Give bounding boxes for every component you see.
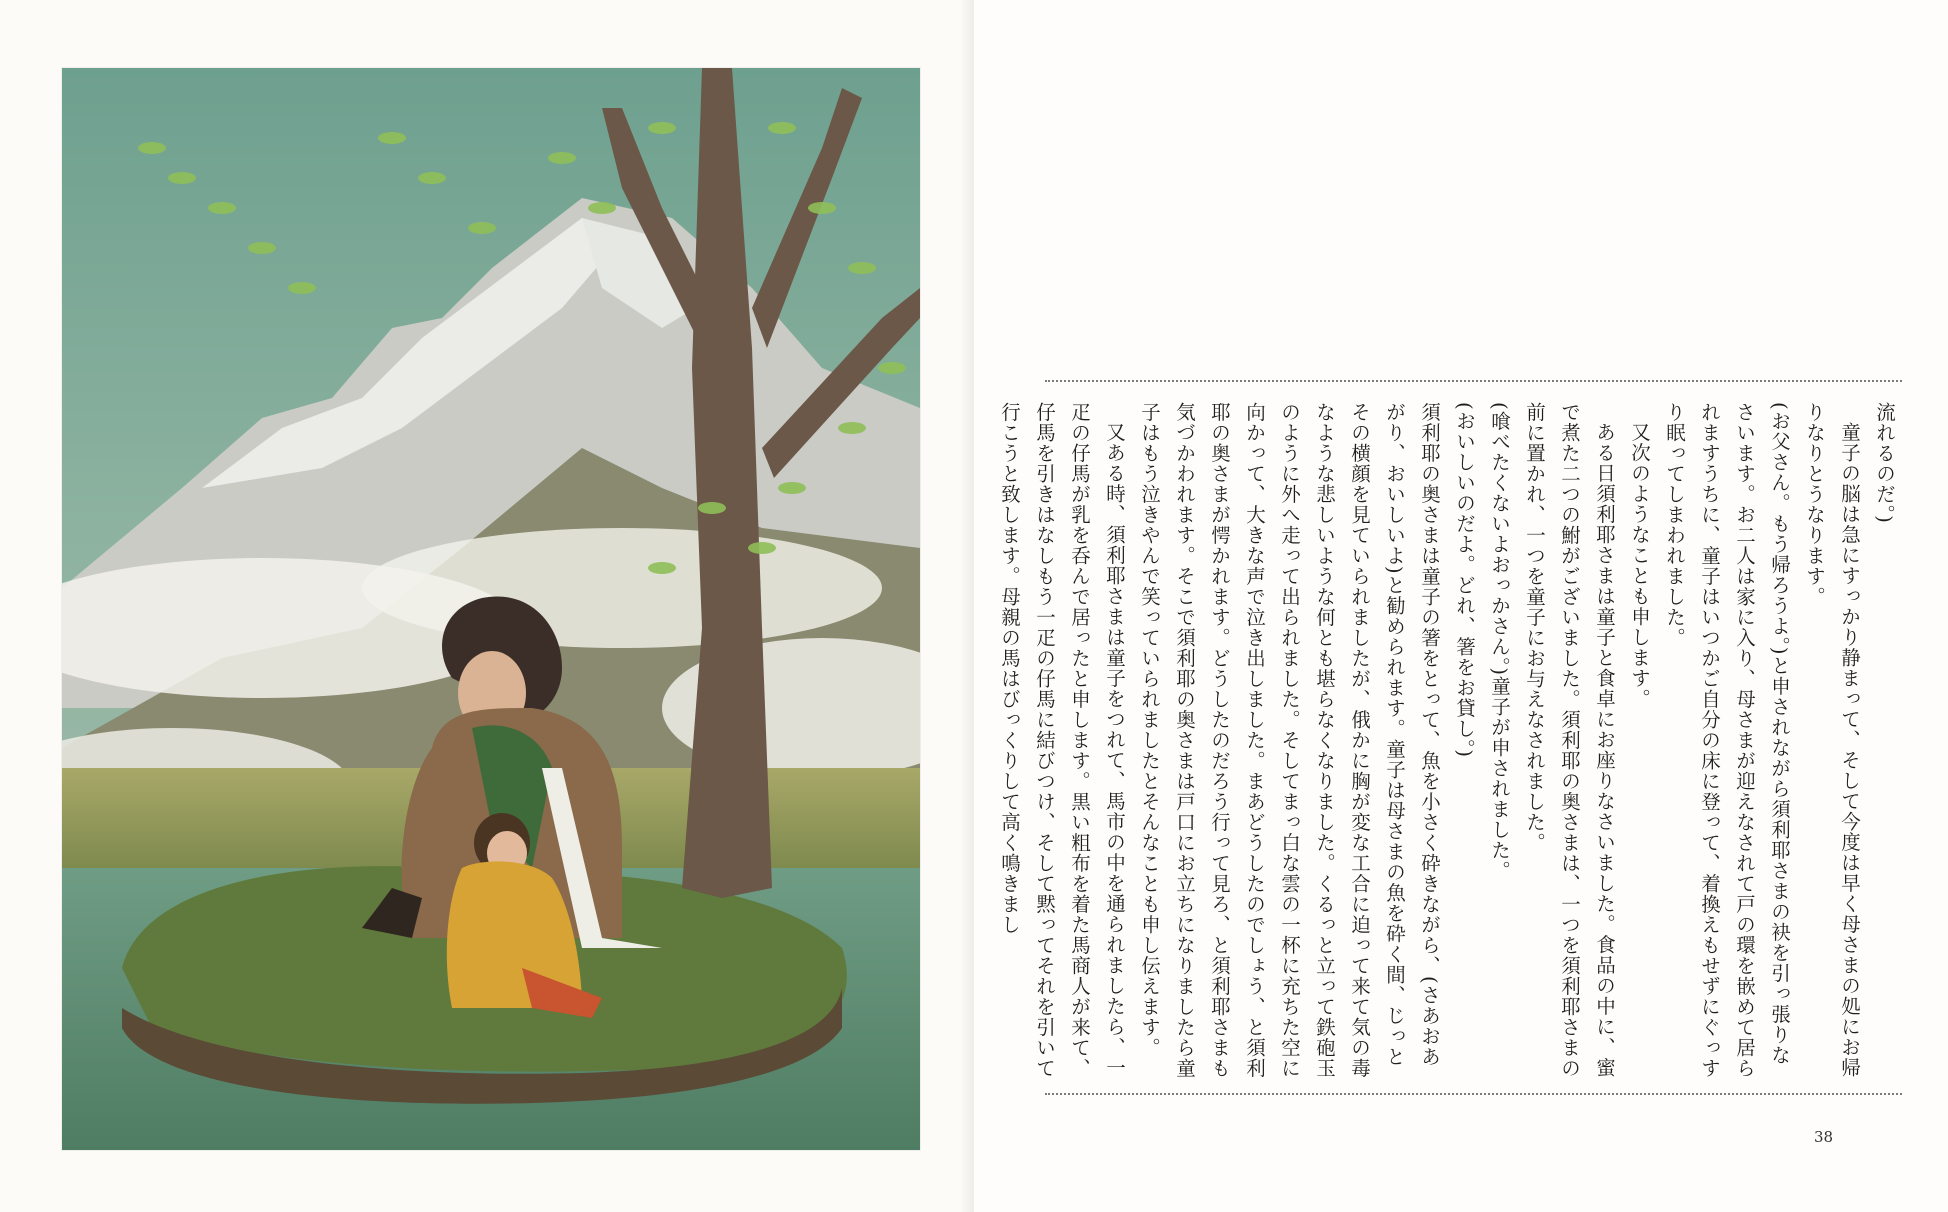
paragraph: 又次のようなことも申します。 (1628, 421, 1651, 709)
paragraph: 須利耶の奥さまは童子の箸をとって、魚を小さく砕きながら、(さあおあがり、おいしいよ)と勧められます。童子は母さまの魚を砕く間、じっとその横顔を見ていられましたが、俄かに胸が変な工合に迫って来て気の毒なような悲しいような何とも堪らなくなりました。くるっと立って鉄砲玉のように外へ走って出られました。そしてまっ白な雲の一杯に充ちた空に向かって、大きな声で泣き出しました。まあどうしたのでしょう、と須利耶の奥さまが愕かれます。どうしたのだろう行って見ろ、と須利耶さまも気づかわれます。そこで須利耶の奥さまは戸口にお立ちになりましたら童子はもう泣きやんで笑っていられましたとそんなことも申し伝えます。 (1138, 402, 1441, 1079)
paragraph: (喰べたくないよおっかさん。)童子が申されました。 (1488, 402, 1511, 881)
paragraph: (おいしいのだよ。どれ、箸をお貸し。) (1453, 402, 1476, 758)
text-block (998, 380, 1902, 1095)
bottom-dotted-rule (1045, 1093, 1902, 1095)
illustration (62, 68, 920, 1150)
paragraph: (お父さん。もう帰ろうよ。)と申されながら須利耶さまの袂を引っ張りなさいます。お二人は家に入り、母さまが迎えなされて戸の環を嵌めて居られますうちに、童子はいつかご自分の床に登って、着換えもせずにぐっすり眠ってしまわれました。 (1663, 402, 1791, 1079)
illustration-painting (62, 68, 920, 1150)
page-number: 38 (1814, 1128, 1834, 1146)
paragraph: 又ある時、須利耶さまは童子をつれて、馬市の中を通られましたら、一疋の仔馬が乳を呑んで居ったと申します。黒い粗布を着た馬商人が来て、仔馬を引きはなしもう一疋の仔馬に結びつけ、そして黙ってそれを引いて行こうと致します。母親の馬はびっくりして高く鳴きまし (998, 402, 1126, 1079)
paragraph: ある日須利耶さまは童子と食卓にお座りなさいました。食品の中に、蜜で煮た二つの鮒がございました。須利耶の奥さまは、一つを須利耶さまの前に置かれ、一つを童子にお与えなされました。 (1523, 402, 1616, 1079)
top-dotted-rule (1045, 380, 1902, 382)
vertical-body-text (998, 402, 1902, 1082)
paragraph: 流れるのだ。) (1873, 402, 1896, 524)
paragraph: 童子の脳は急にすっかり静まって、そして今度は早く母さまの処にお帰りなりとうなります。 (1803, 402, 1861, 1078)
